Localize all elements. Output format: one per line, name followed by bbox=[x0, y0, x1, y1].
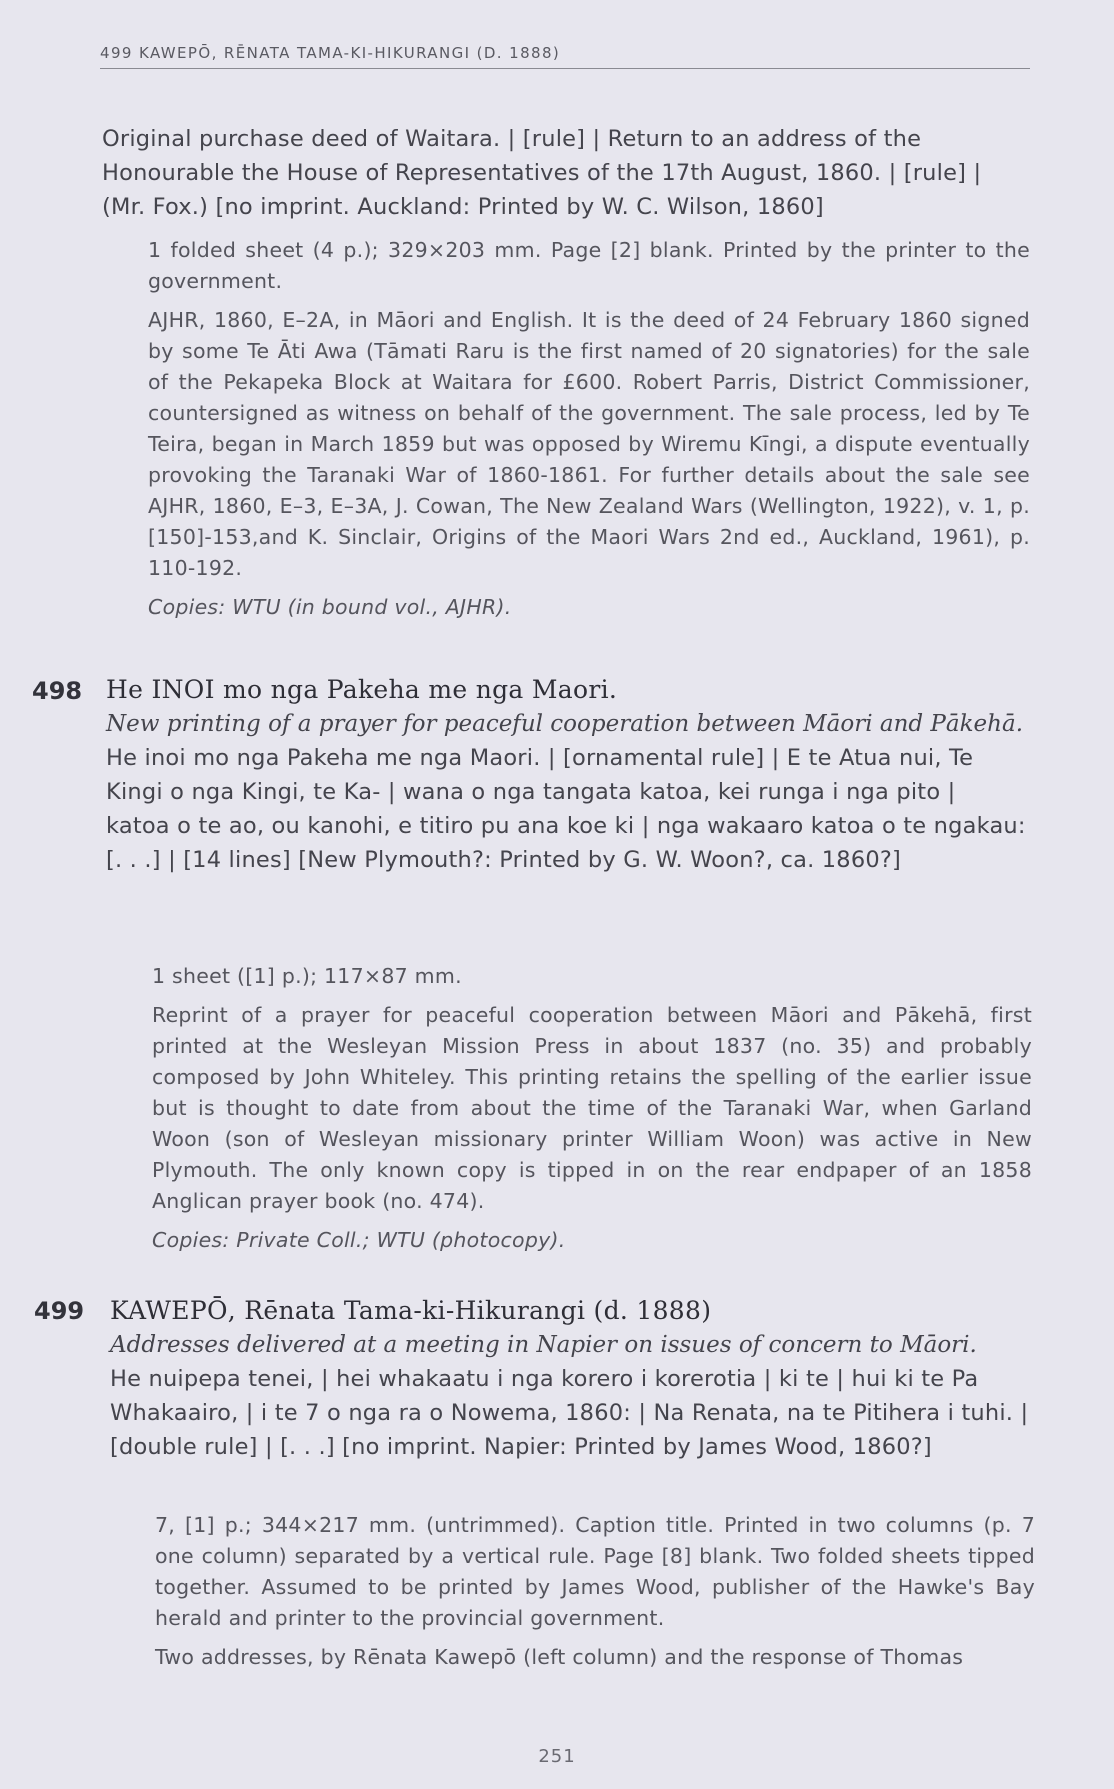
entry-497-copies: Copies: WTU (in bound vol., AJHR). bbox=[148, 595, 512, 619]
entry-497-title-transcription: Original purchase deed of Waitara. | [rule] | Return to an address of the Honourable the House of Representatives of the 17th August, 1860. | [rule] | (Mr. Fox.) [no imprint. Auckland: Printed by W. C. Wilson, 1860] bbox=[102, 126, 982, 220]
entry-497-note: AJHR, 1860, E–2A, in Māori and English. It is the deed of 24 February 1860 signed by some Te Āti Awa (Tāmati Raru is the first named of 20 signatories) for the sale of the Pekapeka Block at Waitara for £600. Robert Parris, District Commissioner, countersigned as witness on behalf of the government. The sale process, led by Te Teira, began in March 1859 but was opposed by Wiremu Kīngi, a dispute eventually provoking the Taranaki War of 1860-1861. For further details about the sale see AJHR, 1860, E–3, E–3A, J. Cowan, The New Zealand Wars (Wellington, 1922), v. 1, p. [150]-153,and K. Sinclair, Origins of the Maori Wars 2nd ed., Auckland, 1961), p. 110-192. bbox=[148, 308, 1030, 580]
entry-497-collation: 1 folded sheet (4 p.); 329×203 mm. Page [2] blank. Printed by the printer to the government. bbox=[148, 238, 1030, 293]
entry-497-details bbox=[148, 235, 1030, 623]
entry-498-collation: 1 sheet ([1] p.); 117×87 mm. bbox=[152, 964, 462, 988]
entry-499-title-transcription: He nuipepa tenei, | hei whakaatu i nga korero i korerotia | ki te | hui ki te Pa Whakaairo, | i te 7 o nga ra o Nowema, 1860: | Na Renata, na te Pitihera i tuhi. | [double rule] | [. . .] [no imprint. Napier: Printed by James Wood, 1860?] bbox=[110, 1366, 1029, 1460]
page-number: 251 bbox=[538, 1746, 576, 1767]
entry-498 bbox=[106, 673, 1026, 877]
entry-499 bbox=[110, 1294, 1030, 1464]
entry-497 bbox=[102, 122, 1017, 224]
entry-number: 499 bbox=[34, 1297, 85, 1325]
entry-499-collation: 7, [1] p.; 344×217 mm. (untrimmed). Caption title. Printed in two columns (p. 7 one column) separated by a vertical rule. Page [8] blank. Two folded sheets tipped together. Assumed to be printed by James Wood, publisher of the Hawke's Bay herald and printer to the provincial government. bbox=[155, 1513, 1035, 1630]
entry-499-heading: KAWEPŌ, Rēnata Tama-ki-Hikurangi (d. 1888) bbox=[110, 1296, 712, 1325]
entry-498-details bbox=[152, 961, 1032, 1256]
entry-498-subtitle: New printing of a prayer for peaceful cooperation between Māori and Pākehā. bbox=[106, 711, 1024, 737]
entry-498-note: Reprint of a prayer for peaceful cooperation between Māori and Pākehā, first printed at the Wesleyan Mission Press in about 1837 (no. 35) and probably composed by John Whiteley. This printing retains the spelling of the earlier issue but is thought to date from about the time of the Taranaki War, when Garland Woon (son of Wesleyan missionary printer William Woon) was active in New Plymouth. The only known copy is tipped in on the rear endpaper of an 1858 Anglican prayer book (no. 474). bbox=[152, 1003, 1032, 1213]
entry-499-note: Two addresses, by Rēnata Kawepō (left column) and the response of Thomas bbox=[155, 1645, 964, 1669]
entry-number: 498 bbox=[32, 677, 83, 705]
entry-498-heading: He INOI mo nga Pakeha me nga Maori. bbox=[106, 675, 618, 704]
entry-498-copies: Copies: Private Coll.; WTU (photocopy). bbox=[152, 1228, 566, 1252]
running-head: 499 KAWEPŌ, RĒNATA TAMA-KI-HIKURANGI (D. 1888) bbox=[100, 44, 1030, 69]
entry-499-details bbox=[155, 1510, 1035, 1673]
entry-498-title-transcription: He inoi mo nga Pakeha me nga Maori. | [ornamental rule] | E te Atua nui, Te Kingi o nga Kingi, te Ka- | wana o nga tangata katoa, kei runga i nga pito | katoa o te ao, ou kanohi, e titiro pu ana koe ki | nga wakaaro katoa o te ngakau: [. . .] | [14 lines] [New Plymouth?: Printed by G. W. Woon?, ca. 1860?] bbox=[106, 745, 1026, 873]
entry-499-subtitle: Addresses delivered at a meeting in Napier on issues of concern to Māori. bbox=[110, 1332, 977, 1358]
